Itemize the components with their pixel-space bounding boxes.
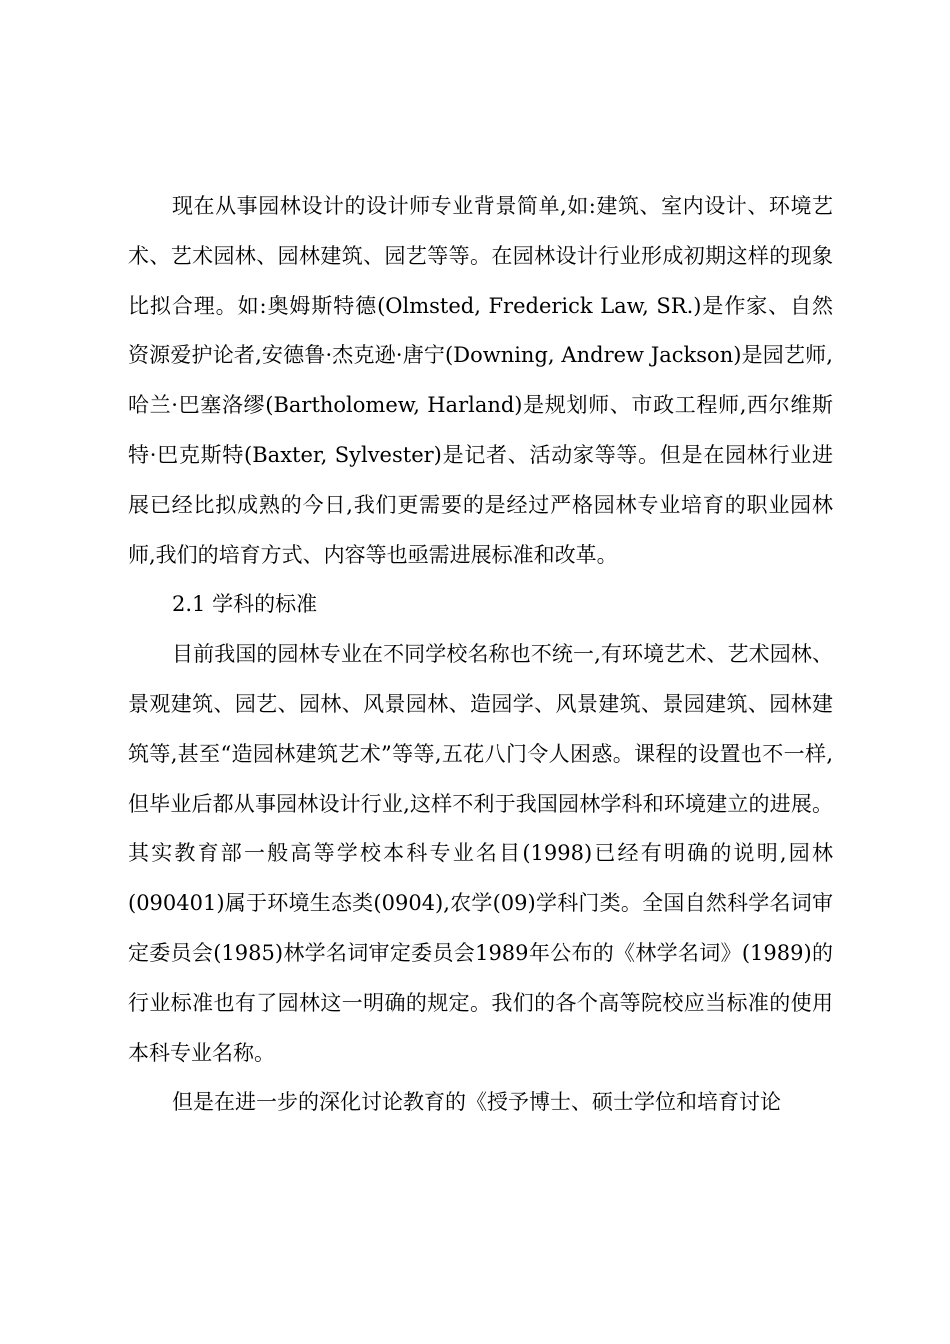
section-heading: 2.1 学科的标准 [172,592,318,617]
body-paragraph-1: 现在从事园林设计的设计师专业背景简单,如:建筑、室内设计、环境艺术、艺术园林、园林建筑、园艺等等。在园林设计行业形成初期这样的现象比拟合理。如:奥姆斯特德(Olmsted, Frederick Law, SR.)是作家、自然资源爱护论者,安德鲁·杰克逊·唐宁(Downing, Andrew Jackson)是园艺师,哈兰·巴塞洛缪(Bartholomew, Harland)是规划师、市政工程师,西尔维斯特·巴克斯特(Baxter, Sylvester)是记者、活动家等等。但是在园林行业进展已经比拟成熟的今日,我们更需要的是经过严格园林专业培育的职业园林师,我们的培育方式、内容等也亟需进展标准和改革。 [128,194,833,567]
body-paragraph-3: 但是在进一步的深化讨论教育的《授予博士、硕士学位和培育讨论 [172,1090,781,1115]
document-body [128,182,833,1128]
body-paragraph-2: 目前我国的园林专业在不同学校名称也不统一,有环境艺术、艺术园林、景观建筑、园艺、园林、风景园林、造园学、风景建筑、景园建筑、园林建筑等,甚至“造园林建筑艺术”等等,五花八门令人困惑。课程的设置也不一样,但毕业后都从事园林设计行业,这样不利于我国园林学科和环境建立的进展。其实教育部一般高等学校本科专业名目(1998)已经有明确的说明,园林(090401)属于环境生态类(0904),农学(09)学科门类。全国自然科学名词审定委员会(1985)林学名词审定委员会1989年公布的《林学名词》(1989)的行业标准也有了园林这一明确的规定。我们的各个高等院校应当标准的使用本科专业名称。 [128,642,833,1065]
